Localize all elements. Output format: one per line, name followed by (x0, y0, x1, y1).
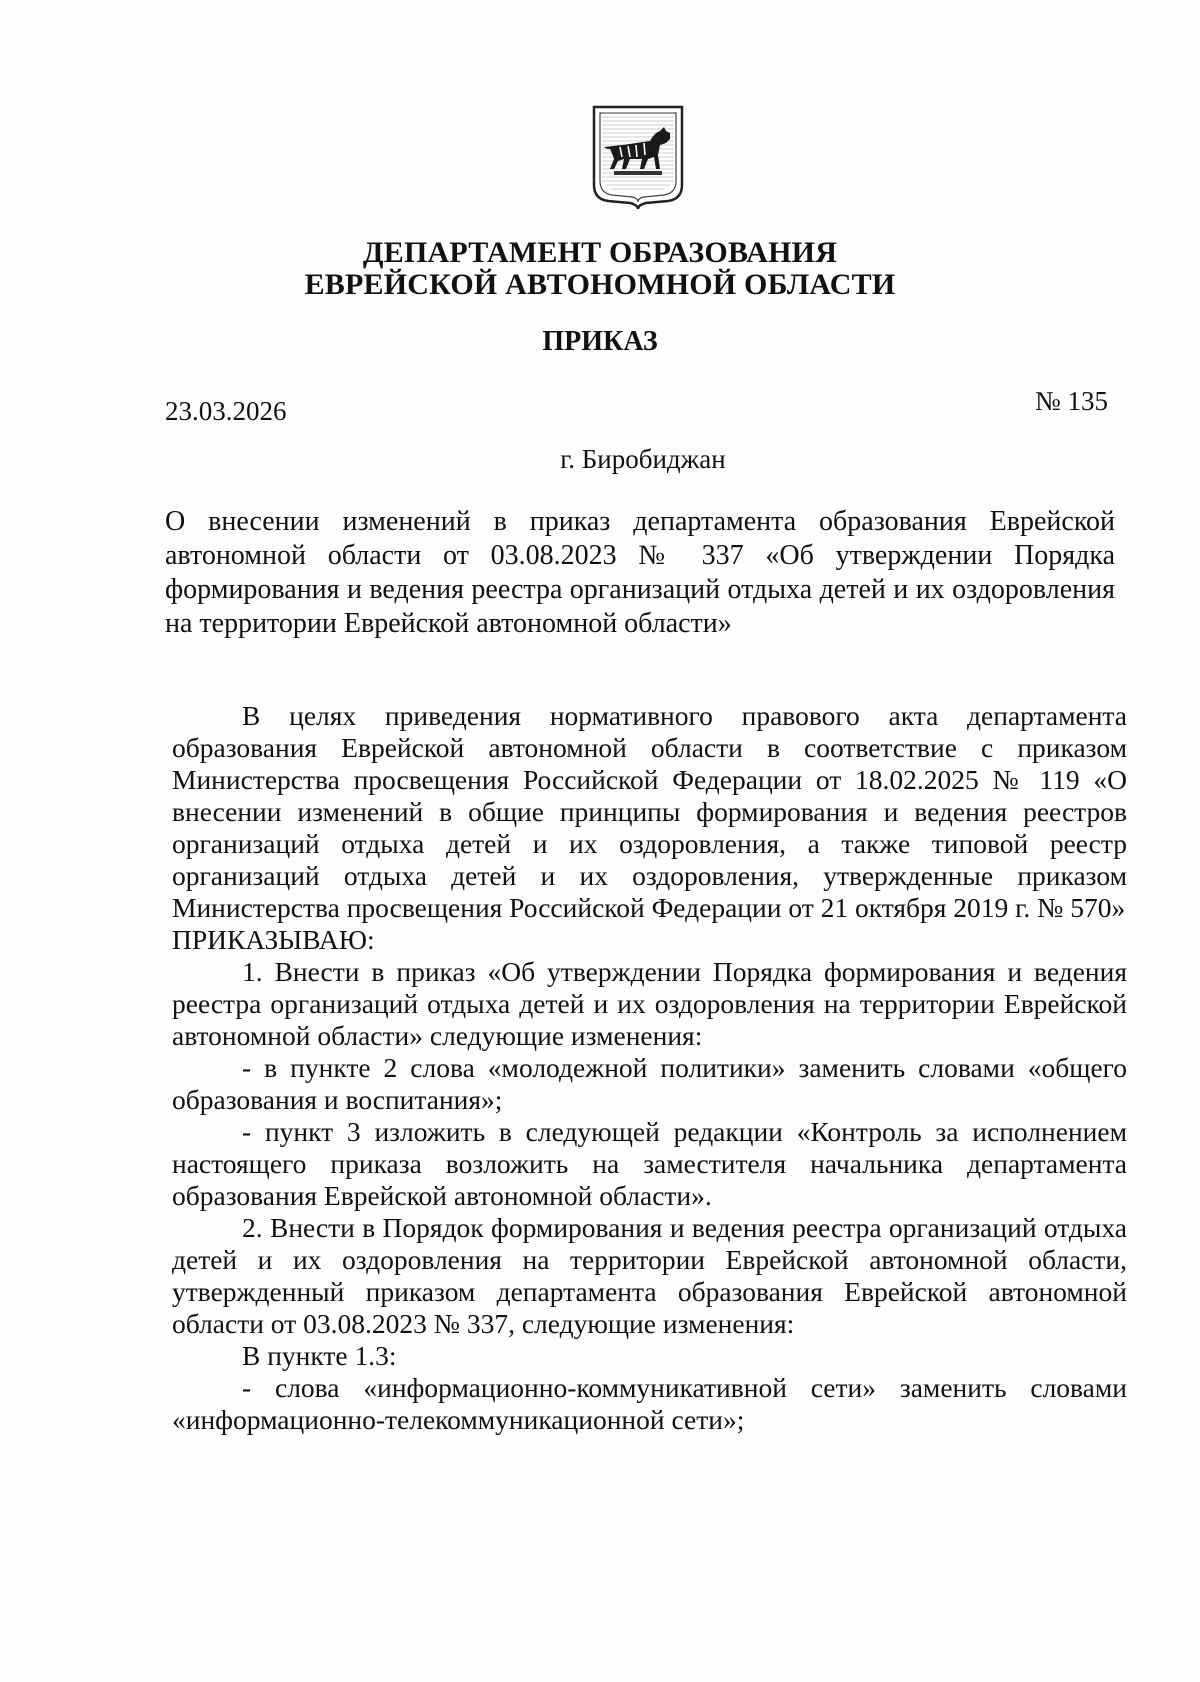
order-word: ПРИКАЗЫВАЮ: (172, 924, 375, 955)
item-1b-paragraph: - пункт 3 изложить в следующей редакции «Контроль за исполнением настоящего приказа возложить на заместителя начальника департамента образования Еврейской автономной области». (172, 1116, 1127, 1211)
department-title-line2: ЕВРЕЙСКОЙ АВТОНОМНОЙ ОБЛАСТИ (304, 268, 896, 301)
item-2-paragraph: 2. Внести в Порядок формирования и ведения реестра организаций отдыха детей и их оздоровления на территории Еврейской автономной области, утвержденный приказом департамента образования Еврейской автономной области от 03.08.2023 № 337, следующие изменения: (172, 1212, 1127, 1339)
emblem-tiger-icon (590, 103, 686, 209)
order-subject: О внесении изменений в приказ департамента образования Еврейской автономной области от 03.08.2023 № 337 «Об утверждении Порядка формирования и ведения реестра организаций отдыха детей и их оздоровления на территории Еврейской автономной области» (165, 506, 1115, 639)
item-2a-paragraph: - слова «информационно-коммуникативной сети» заменить словами «информационно-телекоммуникационной сети»; (172, 1372, 1127, 1435)
preamble-paragraph: В целях приведения нормативного правового акта департамента образования Еврейской автономной области в соответствие с приказом Министерства просвещения Российской Федерации от 18.02.2025 № 119 «О внесении изменений в общие принципы формирования и ведения реестров организаций отдыха детей и их оздоровления, а также типовой реестр организаций отдыха детей и их оздоровления, утвержденные приказом Министерства просвещения Российской Федерации от 21 октября 2019 г. № 570» (172, 700, 1127, 923)
city-name: г. Биробиджан (560, 444, 726, 474)
order-date: 23.03.2026 (165, 396, 287, 426)
item-1a-paragraph: - в пункте 2 слова «молодежной политики» заменить словами «общего образования и воспитания»; (172, 1052, 1127, 1115)
document-type-title: ПРИКАЗ (542, 326, 658, 357)
item-1-paragraph: 1. Внести в приказ «Об утверждении Порядка формирования и ведения реестра организаций отдыха детей и их оздоровления на территории Еврейской автономной области» следующие изменения: (172, 956, 1127, 1051)
department-title-line1: ДЕПАРТАМЕНТ ОБРАЗОВАНИЯ (362, 236, 838, 269)
item-2-point-heading: В пункте 1.3: (242, 1340, 397, 1371)
order-number: № 135 (1035, 386, 1109, 416)
order-body (172, 700, 1127, 1436)
